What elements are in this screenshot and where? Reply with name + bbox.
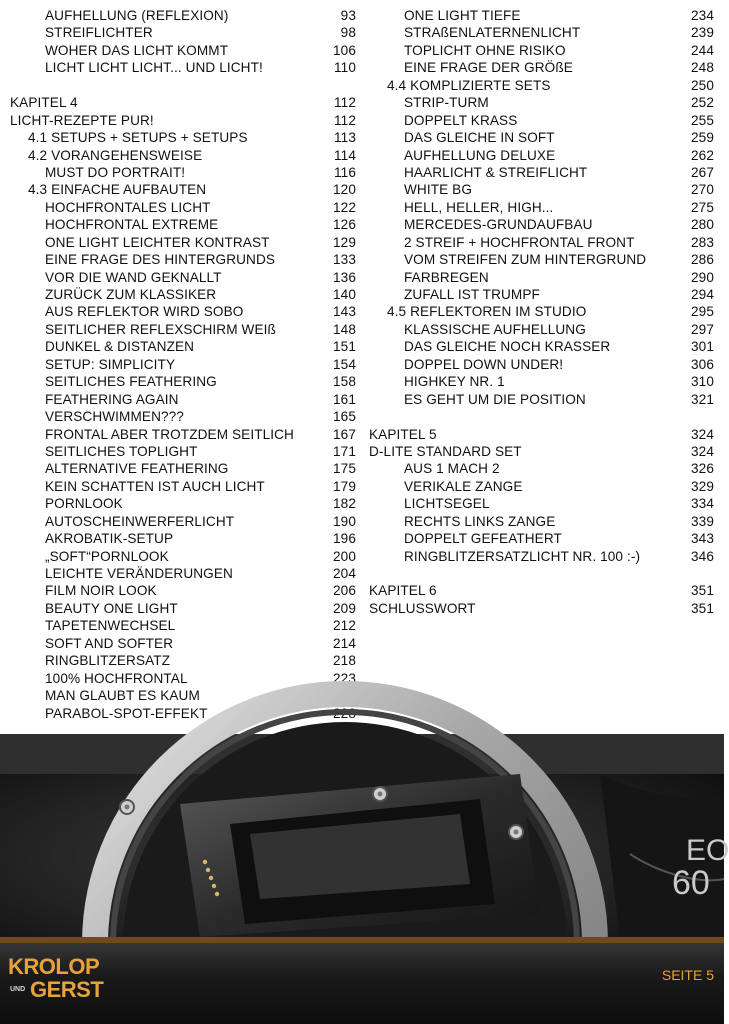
toc-entry bbox=[10, 42, 356, 59]
page-number: SEITE 5 bbox=[661, 967, 714, 983]
toc-entry-title: ALTERNATIVE FEATHERING bbox=[45, 461, 229, 477]
toc-entry-page: 250 bbox=[691, 77, 714, 93]
toc-entry-page: 321 bbox=[691, 391, 714, 407]
toc-entry-title: TOPLICHT OHNE RISIKO bbox=[404, 42, 566, 58]
toc-chapter bbox=[369, 582, 714, 599]
toc-entry bbox=[10, 391, 356, 408]
toc-entry bbox=[10, 234, 356, 251]
toc-entry-title: D-LITE STANDARD SET bbox=[369, 443, 522, 459]
toc-entry-page: 339 bbox=[691, 513, 714, 529]
toc-left-column bbox=[10, 7, 356, 722]
toc-chapter bbox=[10, 94, 356, 111]
toc-entry-page: 179 bbox=[333, 478, 356, 494]
camera-model-number: 60 bbox=[672, 864, 710, 902]
toc-entry-title: 4.2 VORANGEHENSWEISE bbox=[28, 147, 203, 163]
toc-chapter bbox=[369, 443, 714, 460]
toc-entry-title: EINE FRAGE DER GRÖßE bbox=[404, 60, 573, 76]
toc-entry-title: TAPETENWECHSEL bbox=[45, 618, 176, 634]
toc-entry-title: WHITE BG bbox=[404, 182, 473, 198]
toc-entry-title: 4.4 KOMPLIZIERTE SETS bbox=[387, 77, 551, 93]
toc-entry-page: 190 bbox=[333, 513, 356, 529]
toc-entry-page: 295 bbox=[691, 304, 714, 320]
toc-entry-title: ES GEHT UM DIE POSITION bbox=[404, 391, 586, 407]
toc-entry-page: 218 bbox=[333, 653, 356, 669]
toc-entry-title: HAARLICHT & STREIFLICHT bbox=[404, 164, 588, 180]
toc-entry-title: 4.3 EINFACHE AUFBAUTEN bbox=[28, 182, 207, 198]
toc-entry bbox=[369, 495, 714, 512]
toc-entry-title: AUFHELLUNG DELUXE bbox=[404, 147, 556, 163]
toc-entry-page: 259 bbox=[691, 130, 714, 146]
toc-entry-title: DOPPEL DOWN UNDER! bbox=[404, 356, 564, 372]
toc-entry-page: 133 bbox=[333, 252, 356, 268]
toc-entry bbox=[10, 251, 356, 268]
toc-entry bbox=[10, 548, 356, 565]
toc-entry-title: VERSCHWIMMEN??? bbox=[45, 409, 184, 425]
toc-entry-page: 267 bbox=[691, 164, 714, 180]
toc-entry bbox=[369, 548, 714, 565]
toc-entry bbox=[10, 478, 356, 495]
toc-entry-title: KLASSISCHE AUFHELLUNG bbox=[404, 321, 586, 337]
toc-entry-title: SCHLUSSWORT bbox=[369, 600, 476, 616]
toc-entry-title: AUFHELLUNG (REFLEXION) bbox=[45, 8, 229, 23]
toc-entry bbox=[10, 582, 356, 599]
camera-body-illustration bbox=[0, 734, 724, 937]
toc-entry-title: LICHTSEGEL bbox=[404, 496, 490, 512]
toc-entry-page: 270 bbox=[691, 182, 714, 198]
toc-entry-page: 324 bbox=[691, 426, 714, 442]
toc-entry-page: 226 bbox=[333, 688, 356, 704]
toc-entry-page: 93 bbox=[340, 8, 356, 23]
toc-entry-title: STREIFLICHTER bbox=[45, 25, 153, 41]
toc-entry-title: SOFT AND SOFTER bbox=[45, 635, 174, 651]
toc-entry-page: 148 bbox=[333, 321, 356, 337]
toc-entry-title: HELL, HELLER, HIGH... bbox=[404, 199, 554, 215]
toc-entry-page: 286 bbox=[691, 252, 714, 268]
toc-entry-page: 351 bbox=[691, 600, 714, 616]
toc-entry bbox=[369, 269, 714, 286]
toc-entry-title: SETUP: SIMPLICITY bbox=[45, 356, 176, 372]
toc-entry bbox=[369, 129, 714, 146]
toc-entry-page: 262 bbox=[691, 147, 714, 163]
toc-entry-title: MAN GLAUBT ES KAUM bbox=[45, 688, 200, 704]
toc-entry-page: 136 bbox=[333, 269, 356, 285]
toc-entry-title: AKROBATIK-SETUP bbox=[45, 531, 174, 547]
toc-entry-title: EINE FRAGE DES HINTERGRUNDS bbox=[45, 252, 276, 268]
toc-entry-title: FILM NOIR LOOK bbox=[45, 583, 157, 599]
toc-entry-page: 161 bbox=[333, 391, 356, 407]
toc-entry-title: 4.1 SETUPS + SETUPS + SETUPS bbox=[28, 130, 248, 146]
toc-section bbox=[369, 303, 714, 320]
toc-entry-page: 122 bbox=[333, 199, 356, 215]
toc-entry bbox=[10, 216, 356, 233]
toc-entry-title: WOHER DAS LICHT KOMMT bbox=[45, 42, 229, 58]
toc-entry-title: ZURÜCK ZUM KLASSIKER bbox=[45, 287, 217, 302]
toc-entry bbox=[10, 199, 356, 216]
toc-entry-page: 113 bbox=[334, 130, 356, 146]
toc-entry bbox=[10, 426, 356, 443]
toc-entry-page: 165 bbox=[333, 409, 356, 425]
toc-entry-page: 346 bbox=[691, 548, 714, 564]
toc-chapter bbox=[369, 426, 714, 443]
toc-entry bbox=[369, 59, 714, 76]
toc-entry-page: 275 bbox=[691, 199, 714, 215]
toc-entry-page: 280 bbox=[691, 217, 714, 233]
toc-entry-title: STRAßENLATERNENLICHT bbox=[404, 25, 581, 41]
toc-entry-title: 4.5 REFLEKTOREN IM STUDIO bbox=[387, 304, 587, 320]
toc-entry-page: 329 bbox=[691, 478, 714, 494]
toc-entry-title: BEAUTY ONE LIGHT bbox=[45, 600, 178, 616]
toc-entry-page: 106 bbox=[333, 42, 356, 58]
toc-entry bbox=[369, 24, 714, 41]
toc-entry-title: DOPPELT KRASS bbox=[404, 112, 518, 128]
toc-section bbox=[369, 77, 714, 94]
toc-entry-title: ONE LIGHT TIEFE bbox=[404, 8, 521, 23]
toc-entry bbox=[10, 600, 356, 617]
toc-entry-page: 196 bbox=[333, 531, 356, 547]
toc-entry bbox=[10, 443, 356, 460]
toc-chapter bbox=[369, 600, 714, 617]
toc-entry-page: 171 bbox=[333, 443, 356, 459]
toc-entry bbox=[10, 303, 356, 320]
toc-entry-page: 301 bbox=[691, 339, 714, 355]
toc-entry-title: AUS REFLEKTOR WIRD SOBO bbox=[45, 304, 244, 320]
toc-spacer bbox=[369, 565, 714, 582]
toc-entry-page: 204 bbox=[333, 566, 356, 581]
toc-entry-page: 182 bbox=[333, 496, 356, 512]
toc-entry-title: LEICHTE VERÄNDERUNGEN bbox=[45, 566, 233, 581]
toc-entry bbox=[369, 42, 714, 59]
toc-entry bbox=[369, 286, 714, 303]
toc-entry-title: VERIKALE ZANGE bbox=[404, 478, 523, 494]
toc-entry bbox=[10, 408, 356, 425]
toc-entry-title: SEITLICHER REFLEXSCHIRM WEIß bbox=[45, 321, 276, 337]
camera-mount-photo bbox=[0, 734, 729, 937]
toc-chapter bbox=[10, 112, 356, 129]
toc-entry bbox=[369, 199, 714, 216]
toc-entry-title: ONE LIGHT LEICHTER KONTRAST bbox=[45, 234, 270, 250]
toc-entry-title: KAPITEL 4 bbox=[10, 95, 78, 111]
toc-entry-title: PARABOL-SPOT-EFFEKT bbox=[45, 705, 208, 721]
toc-spacer bbox=[10, 77, 356, 94]
toc-entry-title: STRIP-TURM bbox=[404, 95, 489, 111]
toc-entry-page: 129 bbox=[333, 234, 356, 250]
toc-entry bbox=[369, 530, 714, 547]
toc-entry-page: 116 bbox=[334, 164, 356, 180]
toc-entry bbox=[369, 7, 714, 24]
toc-entry-title: LICHT-REZEPTE PUR! bbox=[10, 112, 154, 128]
toc-entry bbox=[10, 338, 356, 355]
toc-entry-title: KAPITEL 6 bbox=[369, 583, 437, 599]
camera-model-text: EO bbox=[686, 834, 729, 867]
toc-entry-page: 234 bbox=[691, 8, 714, 23]
toc-entry-title: FRONTAL ABER TROTZDEM SEITLICH bbox=[45, 426, 294, 442]
toc-entry bbox=[10, 652, 356, 669]
toc-entry bbox=[10, 373, 356, 390]
toc-entry-page: 290 bbox=[691, 269, 714, 285]
toc-entry bbox=[10, 321, 356, 338]
toc-entry bbox=[369, 321, 714, 338]
toc-entry-page: 310 bbox=[691, 374, 714, 390]
toc-entry bbox=[10, 24, 356, 41]
toc-entry bbox=[369, 216, 714, 233]
toc-entry-title: FARBREGEN bbox=[404, 269, 489, 285]
toc-entry-page: 283 bbox=[691, 234, 714, 250]
toc-entry-page: 334 bbox=[691, 496, 714, 512]
toc-entry-title: MUST DO PORTRAIT! bbox=[45, 164, 186, 180]
toc-entry-page: 252 bbox=[691, 95, 714, 111]
toc-entry-page: 212 bbox=[333, 618, 356, 634]
toc-section bbox=[10, 147, 356, 164]
toc-entry-title: „SOFT“PORNLOOK bbox=[45, 548, 169, 564]
toc-entry-title: KAPITEL 5 bbox=[369, 426, 437, 442]
toc-entry-page: 297 bbox=[691, 321, 714, 337]
toc-entry bbox=[369, 460, 714, 477]
toc-entry bbox=[369, 513, 714, 530]
logo-und: UND bbox=[10, 986, 26, 993]
toc-entry bbox=[369, 373, 714, 390]
toc-entry-page: 120 bbox=[333, 182, 356, 198]
toc-entry-page: 248 bbox=[691, 60, 714, 76]
toc-entry-page: 126 bbox=[333, 217, 356, 233]
toc-entry-title: VOM STREIFEN ZUM HINTERGRUND bbox=[404, 252, 647, 268]
toc-entry bbox=[369, 391, 714, 408]
toc-entry-page: 175 bbox=[333, 461, 356, 477]
toc-entry-page: 200 bbox=[333, 548, 356, 564]
toc-entry-title: DUNKEL & DISTANZEN bbox=[45, 339, 195, 355]
toc-entry-title: RECHTS LINKS ZANGE bbox=[404, 513, 556, 529]
toc-entry-title: 2 STREIF + HOCHFRONTAL FRONT bbox=[404, 234, 635, 250]
toc-entry-title: LICHT LICHT LICHT... UND LICHT! bbox=[45, 60, 263, 76]
toc-entry-title: DAS GLEICHE IN SOFT bbox=[404, 130, 555, 146]
toc-entry-title: HOCHFRONTAL EXTREME bbox=[45, 217, 219, 233]
toc-entry-page: 110 bbox=[334, 60, 356, 76]
toc-entry-title: DAS GLEICHE NOCH KRASSER bbox=[404, 339, 611, 355]
toc-entry-title: VOR DIE WAND GEKNALLT bbox=[45, 269, 222, 285]
toc-entry-page: 223 bbox=[333, 670, 356, 686]
toc-entry-page: 326 bbox=[691, 461, 714, 477]
toc-entry-page: 114 bbox=[334, 147, 356, 163]
toc-spacer bbox=[369, 408, 714, 425]
toc-entry-title: HIGHKEY NR. 1 bbox=[404, 374, 505, 390]
toc-entry-title: MERCEDES-GRUNDAUFBAU bbox=[404, 217, 593, 233]
toc-entry-page: 244 bbox=[691, 42, 714, 58]
toc-entry-title: PORNLOOK bbox=[45, 496, 123, 512]
footer-accent-stripe bbox=[0, 937, 724, 943]
toc-entry-page: 214 bbox=[333, 635, 356, 651]
toc-entry-page: 324 bbox=[691, 443, 714, 459]
toc-section bbox=[10, 181, 356, 198]
toc-entry-page: 112 bbox=[334, 95, 356, 111]
toc-entry-page: 167 bbox=[333, 426, 356, 442]
toc-entry-page: 351 bbox=[691, 583, 714, 599]
toc-entry-page: 206 bbox=[333, 583, 356, 599]
toc-entry-page: 239 bbox=[691, 25, 714, 41]
toc-entry bbox=[10, 513, 356, 530]
toc-entry bbox=[10, 530, 356, 547]
toc-entry-page: 209 bbox=[333, 600, 356, 616]
krolop-gerst-logo bbox=[8, 956, 102, 1008]
toc-entry-title: SEITLICHES FEATHERING bbox=[45, 374, 217, 390]
toc-entry bbox=[369, 181, 714, 198]
toc-entry-title: HOCHFRONTALES LICHT bbox=[45, 199, 211, 215]
toc-entry-title: AUTOSCHEINWERFERLICHT bbox=[45, 513, 235, 529]
toc-entry-page: 343 bbox=[691, 531, 714, 547]
logo-line-1: KROLOP bbox=[8, 954, 100, 979]
toc-entry-page: 154 bbox=[333, 356, 356, 372]
toc-entry-title: DOPPELT GEFEATHERT bbox=[404, 531, 562, 547]
toc-entry bbox=[10, 495, 356, 512]
toc-entry bbox=[10, 269, 356, 286]
toc-entry-page: 140 bbox=[333, 287, 356, 302]
toc-entry bbox=[369, 338, 714, 355]
toc-entry-title: SEITLICHES TOPLIGHT bbox=[45, 443, 198, 459]
toc-entry bbox=[10, 164, 356, 181]
toc-entry-page: 158 bbox=[333, 374, 356, 390]
toc-entry bbox=[369, 147, 714, 164]
toc-entry bbox=[369, 94, 714, 111]
toc-entry bbox=[369, 164, 714, 181]
toc-entry-title: ZUFALL IST TRUMPF bbox=[404, 287, 540, 302]
toc-entry-page: 306 bbox=[691, 356, 714, 372]
toc-entry bbox=[369, 112, 714, 129]
logo-line-2: GERST bbox=[30, 977, 104, 1002]
toc-entry-page: 228 bbox=[333, 705, 356, 721]
toc-entry bbox=[10, 635, 356, 652]
toc-entry bbox=[10, 286, 356, 303]
toc-entry bbox=[10, 7, 356, 24]
toc-entry-title: FEATHERING AGAIN bbox=[45, 391, 179, 407]
toc-entry bbox=[369, 356, 714, 373]
toc-entry-page: 151 bbox=[333, 339, 356, 355]
toc-entry-page: 255 bbox=[691, 112, 714, 128]
toc-entry bbox=[10, 356, 356, 373]
toc-entry-title: RINGBLITZERSATZLICHT NR. 100 :-) bbox=[404, 548, 641, 564]
toc-entry-page: 112 bbox=[334, 112, 356, 128]
toc-entry bbox=[369, 251, 714, 268]
toc-entry-title: 100% HOCHFRONTAL bbox=[45, 670, 188, 686]
toc-entry bbox=[369, 478, 714, 495]
toc-entry-title: RINGBLITZERSATZ bbox=[45, 653, 171, 669]
footer-bar bbox=[0, 937, 724, 1024]
toc-entry-page: 143 bbox=[333, 304, 356, 320]
toc-entry-title: AUS 1 MACH 2 bbox=[404, 461, 500, 477]
toc-entry bbox=[10, 59, 356, 76]
toc-entry bbox=[10, 617, 356, 634]
toc-entry-page: 294 bbox=[691, 287, 714, 302]
toc-entry-title: KEIN SCHATTEN IST AUCH LICHT bbox=[45, 478, 265, 494]
toc-right-column bbox=[369, 7, 714, 617]
toc-entry-page: 98 bbox=[340, 25, 356, 41]
toc-entry bbox=[10, 565, 356, 582]
toc-entry bbox=[10, 460, 356, 477]
toc-section bbox=[10, 129, 356, 146]
toc-entry bbox=[369, 234, 714, 251]
